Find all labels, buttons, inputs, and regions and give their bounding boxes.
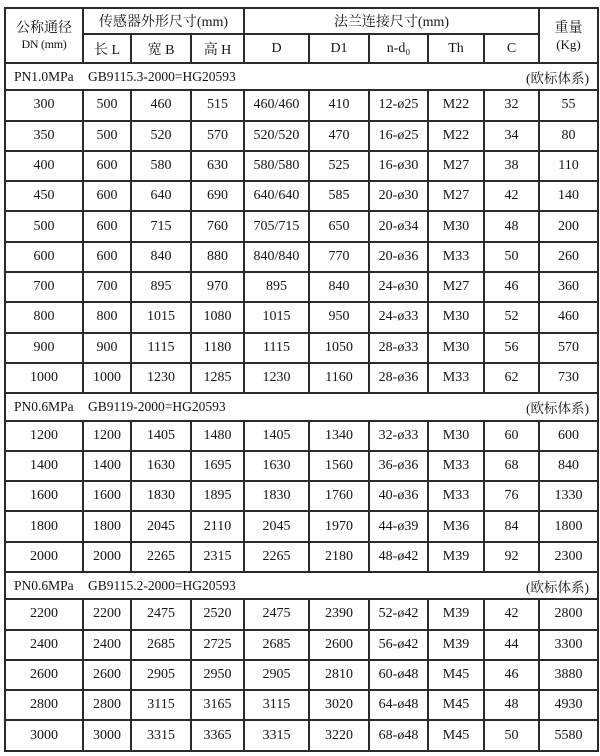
cell: 1200 [83,421,131,451]
cell: 600 [5,242,83,272]
cell: 2800 [83,690,131,720]
cell: 12-ø25 [369,90,428,120]
cell: 650 [309,211,369,241]
section-header-cell [5,572,598,599]
table-row [5,302,598,332]
header-nominal-diameter [5,8,83,63]
cell: 3300 [539,630,598,660]
header-flange-dimensions-group: 法兰连接尺寸(mm) [244,8,539,34]
header-Th: Th [428,34,484,63]
standard-system-note: (欧标体系) [526,579,589,595]
section-header-row [5,572,598,599]
cell: 42 [484,181,539,211]
cell: 1760 [309,481,369,511]
cell: 900 [5,333,83,363]
cell: 2600 [5,660,83,690]
cell: 3000 [83,720,131,751]
cell: 2200 [83,599,131,629]
cell: 2520 [191,599,244,629]
cell: 260 [539,242,598,272]
cell: 55 [539,90,598,120]
cell: 28-ø36 [369,363,428,393]
cell: 2300 [539,542,598,572]
cell: 48 [484,690,539,720]
header-height-H: 高 H [191,34,244,63]
cell: 300 [5,90,83,120]
table-row [5,599,598,629]
cell: 200 [539,211,598,241]
cell: 3000 [5,720,83,751]
cell: 140 [539,181,598,211]
table-row [5,333,598,363]
header-nominal-diameter-unit: DN (mm) [21,37,67,51]
cell: 68 [484,451,539,481]
cell: M22 [428,90,484,120]
cell: 16-ø25 [369,121,428,151]
cell: 2200 [5,599,83,629]
cell: 500 [83,121,131,151]
cell: 570 [191,121,244,151]
cell: 1180 [191,333,244,363]
table-row [5,511,598,541]
cell: 730 [539,363,598,393]
cell: 24-ø30 [369,272,428,302]
cell: 1600 [83,481,131,511]
section-header-row [5,393,598,420]
cell: 62 [484,363,539,393]
cell: 500 [5,211,83,241]
cell: 2000 [5,542,83,572]
cell: 16-ø30 [369,151,428,181]
cell: 400 [5,151,83,181]
header-n-d0: n-d₀ [369,34,428,63]
cell: 56 [484,333,539,363]
cell: 580/580 [244,151,309,181]
cell: 48 [484,211,539,241]
section-header-row [5,63,598,90]
cell: 895 [131,272,191,302]
cell: 1405 [131,421,191,451]
cell: 1015 [244,302,309,332]
cell: 2905 [244,660,309,690]
flowmeter-dimension-table [4,7,599,752]
header-weight-unit: (Kg) [556,36,581,52]
cell: 1405 [244,421,309,451]
cell: 52-ø42 [369,599,428,629]
standard-system-note: (欧标体系) [526,400,589,416]
table-row [5,151,598,181]
pressure-rating-label: PN1.0MPa [14,68,74,84]
cell: 1230 [131,363,191,393]
cell: 520/520 [244,121,309,151]
cell: M39 [428,630,484,660]
cell: 460 [539,302,598,332]
cell: 690 [191,181,244,211]
cell: M45 [428,720,484,751]
cell: 1115 [244,333,309,363]
cell: 2000 [83,542,131,572]
standard-code-label: GB9119-2000=HG20593 [88,398,226,414]
cell: 32 [484,90,539,120]
cell: 1340 [309,421,369,451]
cell: 3115 [244,690,309,720]
cell: 28-ø33 [369,333,428,363]
table-row [5,451,598,481]
cell: 3315 [244,720,309,751]
cell: 970 [191,272,244,302]
cell: 2045 [131,511,191,541]
cell: M39 [428,599,484,629]
cell: 2390 [309,599,369,629]
cell: 34 [484,121,539,151]
cell: 520 [131,121,191,151]
cell: 2800 [539,599,598,629]
cell: 450 [5,181,83,211]
table-row [5,211,598,241]
cell: 640 [131,181,191,211]
cell: 2045 [244,511,309,541]
header-sensor-dimensions-group: 传感器外形尺寸(mm) [83,8,244,34]
cell: 460/460 [244,90,309,120]
cell: M30 [428,211,484,241]
cell: 1285 [191,363,244,393]
cell: M36 [428,511,484,541]
standard-system-note: (欧标体系) [526,70,589,86]
cell: 44-ø39 [369,511,428,541]
cell: 600 [539,421,598,451]
cell: 50 [484,720,539,751]
cell: 1000 [83,363,131,393]
cell: 2685 [131,630,191,660]
cell: 3115 [131,690,191,720]
cell: 32-ø33 [369,421,428,451]
cell: 52 [484,302,539,332]
cell: 600 [83,211,131,241]
cell: 1970 [309,511,369,541]
cell: 600 [83,242,131,272]
cell: 1695 [191,451,244,481]
cell: 600 [83,181,131,211]
table-header [5,8,598,63]
cell: 350 [5,121,83,151]
table-row [5,272,598,302]
cell: 80 [539,121,598,151]
cell: 2315 [191,542,244,572]
cell: 900 [83,333,131,363]
table-row [5,481,598,511]
table-row [5,90,598,120]
cell: 84 [484,511,539,541]
cell: 2265 [131,542,191,572]
cell: 1080 [191,302,244,332]
cell: 2475 [131,599,191,629]
cell: 840 [539,451,598,481]
cell: 640/640 [244,181,309,211]
cell: 840/840 [244,242,309,272]
cell: 3315 [131,720,191,751]
cell: 2950 [191,660,244,690]
cell: 1200 [5,421,83,451]
cell: M45 [428,690,484,720]
cell: 1895 [191,481,244,511]
cell: 460 [131,90,191,120]
cell: 360 [539,272,598,302]
cell: M30 [428,421,484,451]
standard-code-label: GB9115.2-2000=HG20593 [88,577,236,593]
cell: 410 [309,90,369,120]
cell: 515 [191,90,244,120]
cell: 470 [309,121,369,151]
cell: 700 [83,272,131,302]
cell: 48-ø42 [369,542,428,572]
table-row [5,542,598,572]
cell: 1480 [191,421,244,451]
cell: M27 [428,272,484,302]
cell: 1560 [309,451,369,481]
cell: 1330 [539,481,598,511]
cell: 3165 [191,690,244,720]
cell: M27 [428,181,484,211]
cell: 3020 [309,690,369,720]
cell: 715 [131,211,191,241]
cell: 1800 [539,511,598,541]
pressure-rating-label: PN0.6MPa [14,398,74,414]
cell: 2400 [5,630,83,660]
table-row [5,121,598,151]
cell: 525 [309,151,369,181]
cell: 110 [539,151,598,181]
table-row [5,181,598,211]
cell: 68-ø48 [369,720,428,751]
cell: 2905 [131,660,191,690]
cell: M30 [428,333,484,363]
header-C: C [484,34,539,63]
cell: 2265 [244,542,309,572]
table-body [5,63,598,751]
cell: M45 [428,660,484,690]
table-row [5,363,598,393]
cell: 2475 [244,599,309,629]
header-width-B: 宽 B [131,34,191,63]
table-row [5,242,598,272]
cell: M33 [428,481,484,511]
cell: 4930 [539,690,598,720]
table-row [5,690,598,720]
cell: 3220 [309,720,369,751]
cell: 600 [83,151,131,181]
cell: 42 [484,599,539,629]
cell: M30 [428,302,484,332]
cell: 950 [309,302,369,332]
cell: 895 [244,272,309,302]
header-weight-cn: 重量 [554,20,583,36]
cell: 20-ø36 [369,242,428,272]
cell: 770 [309,242,369,272]
cell: 1050 [309,333,369,363]
cell: 1630 [131,451,191,481]
table-row [5,421,598,451]
cell: 44 [484,630,539,660]
cell: 630 [191,151,244,181]
cell: 1400 [83,451,131,481]
cell: 50 [484,242,539,272]
cell: 840 [309,272,369,302]
cell: 705/715 [244,211,309,241]
cell: 2180 [309,542,369,572]
header-D1: D1 [309,34,369,63]
cell: M33 [428,363,484,393]
header-weight [539,8,598,63]
cell: 800 [5,302,83,332]
cell: 1000 [5,363,83,393]
section-header-cell [5,63,598,90]
cell: 56-ø42 [369,630,428,660]
cell: 1015 [131,302,191,332]
cell: 1115 [131,333,191,363]
cell: 20-ø34 [369,211,428,241]
table-row [5,660,598,690]
cell: 46 [484,272,539,302]
cell: 1830 [131,481,191,511]
pressure-rating-label: PN0.6MPa [14,577,74,593]
section-header-cell [5,393,598,420]
cell: 585 [309,181,369,211]
cell: 2110 [191,511,244,541]
cell: M27 [428,151,484,181]
cell: 500 [83,90,131,120]
cell: 46 [484,660,539,690]
cell: 5580 [539,720,598,751]
cell: 24-ø33 [369,302,428,332]
cell: 1400 [5,451,83,481]
cell: 1230 [244,363,309,393]
header-length-L: 长 L [83,34,131,63]
cell: 1800 [83,511,131,541]
cell: 1800 [5,511,83,541]
cell: M33 [428,451,484,481]
cell: 2725 [191,630,244,660]
cell: 36-ø36 [369,451,428,481]
standard-code-label: GB9115.3-2000=HG20593 [88,68,236,84]
table-row [5,720,598,751]
cell: 2800 [5,690,83,720]
cell: 580 [131,151,191,181]
cell: 760 [191,211,244,241]
cell: 700 [5,272,83,302]
cell: 2685 [244,630,309,660]
cell: M39 [428,542,484,572]
cell: 38 [484,151,539,181]
cell: 64-ø48 [369,690,428,720]
cell: 2400 [83,630,131,660]
cell: 840 [131,242,191,272]
cell: 1830 [244,481,309,511]
cell: 2600 [83,660,131,690]
cell: 570 [539,333,598,363]
cell: 3365 [191,720,244,751]
table-row [5,630,598,660]
cell: 92 [484,542,539,572]
cell: 20-ø30 [369,181,428,211]
header-D: D [244,34,309,63]
cell: 880 [191,242,244,272]
cell: 1160 [309,363,369,393]
cell: M22 [428,121,484,151]
cell: 60-ø48 [369,660,428,690]
cell: 76 [484,481,539,511]
cell: 2600 [309,630,369,660]
cell: 2810 [309,660,369,690]
cell: 1600 [5,481,83,511]
cell: 800 [83,302,131,332]
header-nominal-diameter-cn: 公称通径 [16,21,72,36]
cell: 40-ø36 [369,481,428,511]
cell: 60 [484,421,539,451]
cell: 1630 [244,451,309,481]
cell: M33 [428,242,484,272]
cell: 3880 [539,660,598,690]
